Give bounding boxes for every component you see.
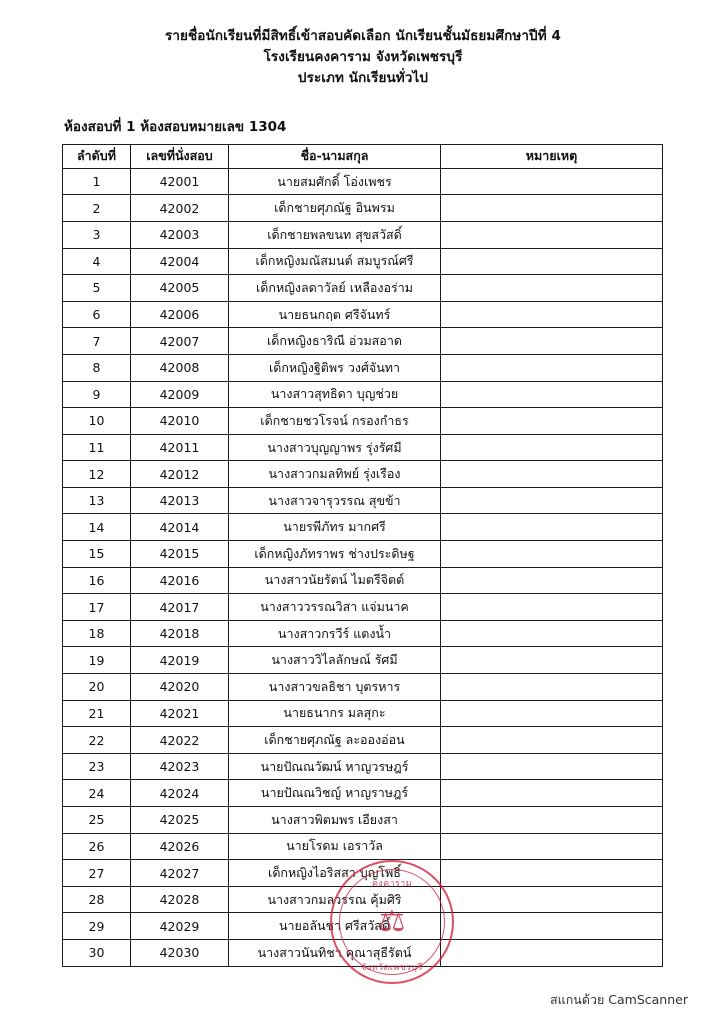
header-line-2: โรงเรียนคงคาราม จังหวัดเพชรบุรี [263,48,463,65]
cell-note [441,780,663,807]
cell-student-name: นางสาวกมลทิพย์ รุ่งเรือง [229,461,441,488]
table-row [63,674,663,701]
cell-no: 3 [63,221,131,248]
cell-no: 10 [63,408,131,435]
cell-no: 21 [63,700,131,727]
cell-student-name: นางสาววรรณวิสา แจ่มนาค [229,594,441,621]
cell-note [441,408,663,435]
cell-seat-number: 42023 [131,753,229,780]
cell-seat-number: 42030 [131,939,229,966]
table-row [63,939,663,966]
cell-student-name: เด็กหญิงธาริณี อ่วมสอาด [229,328,441,355]
table-row [63,833,663,860]
cell-student-name: นางสาวนันทิชา คุณาสุธีรัตน์ [229,939,441,966]
cell-seat-number: 42029 [131,913,229,940]
table-row [63,275,663,302]
cell-note [441,381,663,408]
cell-seat-number: 42005 [131,275,229,302]
cell-seat-number: 42022 [131,727,229,754]
cell-note [441,939,663,966]
cell-seat-number: 42026 [131,833,229,860]
table-row [63,248,663,275]
cell-student-name: นางสาวกรวีร์ แตงน้ำ [229,620,441,647]
cell-note [441,913,663,940]
cell-no: 4 [63,248,131,275]
table-row [63,647,663,674]
cell-seat-number: 42018 [131,620,229,647]
cell-student-name: เด็กหญิงมณัสมนต์ สมบูรณ์ศรี [229,248,441,275]
column-header-seat: เลขที่นั่งสอบ [131,144,229,168]
table-row [63,620,663,647]
cell-student-name: นายธนกฤต ศรีจันทร์ [229,301,441,328]
cell-student-name: นางสาวพิตมพร เอียงสา [229,807,441,834]
cell-seat-number: 42013 [131,487,229,514]
table-row [63,354,663,381]
cell-note [441,620,663,647]
table-row [63,461,663,488]
cell-note [441,301,663,328]
cell-seat-number: 42019 [131,647,229,674]
table-row [63,567,663,594]
table-row [63,807,663,834]
cell-seat-number: 42015 [131,541,229,568]
cell-student-name: นางสาวกมลวรรณ คุ้มศิริ [229,886,441,913]
cell-student-name: เด็กชายชวโรจน์ กรองกำธร [229,408,441,435]
stamp-bottom-text: จังหวัดเพชรบุรี [361,963,423,973]
cell-student-name: นางสาวจารุวรรณ สุขข้า [229,487,441,514]
cell-student-name: เด็กหญิงลดาวัลย์ เหลืองอร่าม [229,275,441,302]
cell-student-name: นายรพีภัทร มากศรี [229,514,441,541]
cell-student-name: เด็กชายศุภณัฐ ละอองอ่อน [229,727,441,754]
cell-note [441,727,663,754]
cell-student-name: นายธนากร มลสุกะ [229,700,441,727]
cell-seat-number: 42002 [131,195,229,222]
cell-seat-number: 42001 [131,168,229,195]
cell-no: 28 [63,886,131,913]
table-row [63,753,663,780]
cell-note [441,248,663,275]
cell-no: 8 [63,354,131,381]
cell-no: 22 [63,727,131,754]
cell-no: 19 [63,647,131,674]
cell-seat-number: 42017 [131,594,229,621]
table-row [63,381,663,408]
scanner-footer: สแกนด้วย CamScanner [550,992,688,1007]
cell-no: 13 [63,487,131,514]
cell-no: 24 [63,780,131,807]
cell-no: 6 [63,301,131,328]
cell-student-name: นางสาวนัยรัตน์ ไมตรีจิตต์ [229,567,441,594]
header-line-3: ประเภท นักเรียนทั่วไป [297,69,429,86]
cell-seat-number: 42028 [131,886,229,913]
table-row [63,195,663,222]
cell-note [441,221,663,248]
cell-note [441,434,663,461]
cell-note [441,168,663,195]
cell-no: 7 [63,328,131,355]
cell-student-name: นายปัณณวัฒน์ หาญวรษฎร์ [229,753,441,780]
cell-note [441,461,663,488]
cell-seat-number: 42016 [131,567,229,594]
column-header-no: ลำดับที่ [63,144,131,168]
table-row [63,408,663,435]
cell-no: 2 [63,195,131,222]
cell-seat-number: 42027 [131,860,229,887]
cell-note [441,487,663,514]
cell-student-name: เด็กหญิงไอริสสา บุญโพธิ์ [229,860,441,887]
cell-student-name: นางสาวบุญญาพร รุ่งรัศมี [229,434,441,461]
cell-seat-number: 42012 [131,461,229,488]
cell-no: 15 [63,541,131,568]
student-roster-table [62,144,663,967]
cell-no: 23 [63,753,131,780]
cell-note [441,195,663,222]
cell-note [441,674,663,701]
cell-student-name: นายโรดม เอราวัล [229,833,441,860]
cell-no: 1 [63,168,131,195]
cell-note [441,886,663,913]
cell-no: 26 [63,833,131,860]
header-line-1: รายชื่อนักเรียนที่มีสิทธิ์เข้าสอบคัดเลือก นักเรียนชั้นมัธยมศึกษาปีที่ 4 [164,28,562,44]
cell-no: 30 [63,939,131,966]
cell-seat-number: 42024 [131,780,229,807]
cell-student-name: นางสาววิไลลักษณ์ รัศมี [229,647,441,674]
cell-student-name: นายปัณณวิชญ์ หาญราษฎร์ [229,780,441,807]
cell-note [441,328,663,355]
cell-no: 14 [63,514,131,541]
cell-no: 25 [63,807,131,834]
cell-seat-number: 42014 [131,514,229,541]
cell-note [441,541,663,568]
cell-note [441,354,663,381]
cell-note [441,514,663,541]
table-row [63,541,663,568]
cell-seat-number: 42008 [131,354,229,381]
cell-student-name: เด็กหญิงฐิติพร วงศ์จันทา [229,354,441,381]
cell-seat-number: 42010 [131,408,229,435]
cell-note [441,275,663,302]
table-row [63,780,663,807]
cell-no: 27 [63,860,131,887]
cell-no: 12 [63,461,131,488]
table-row [63,594,663,621]
cell-note [441,753,663,780]
table-row [63,860,663,887]
exam-room-line: ห้องสอบที่ 1 ห้องสอบหมายเลข 1304 [64,118,287,135]
column-header-name: ชื่อ-นามสกุล [229,144,441,168]
cell-student-name: เด็กชายศุภณัฐ อินพรม [229,195,441,222]
table-row [63,301,663,328]
table-row [63,514,663,541]
cell-student-name: นายสมศักดิ์ โอ่งเพชร [229,168,441,195]
cell-seat-number: 42009 [131,381,229,408]
cell-seat-number: 42025 [131,807,229,834]
table-header-row [63,144,663,168]
cell-note [441,700,663,727]
cell-no: 18 [63,620,131,647]
cell-seat-number: 42021 [131,700,229,727]
cell-note [441,860,663,887]
table-row [63,434,663,461]
cell-seat-number: 42011 [131,434,229,461]
cell-note [441,833,663,860]
cell-note [441,647,663,674]
table-row [63,913,663,940]
table-row [63,727,663,754]
stamp-top-text: คงคาราม [371,879,413,889]
column-header-note: หมายเหตุ [441,144,663,168]
cell-no: 20 [63,674,131,701]
cell-seat-number: 42020 [131,674,229,701]
cell-student-name: นางสาวสุทธิดา บุญช่วย [229,381,441,408]
cell-no: 16 [63,567,131,594]
cell-seat-number: 42003 [131,221,229,248]
cell-seat-number: 42004 [131,248,229,275]
table-row [63,221,663,248]
cell-note [441,594,663,621]
cell-no: 17 [63,594,131,621]
table-row [63,700,663,727]
garuda-icon: ⚖ [378,904,406,939]
cell-student-name: เด็กหญิงภัทราพร ช่างประดิษฐ [229,541,441,568]
cell-seat-number: 42007 [131,328,229,355]
cell-seat-number: 42006 [131,301,229,328]
cell-note [441,567,663,594]
cell-no: 9 [63,381,131,408]
document-header [62,26,664,89]
table-row [63,487,663,514]
cell-no: 29 [63,913,131,940]
cell-student-name: นางสาวขลธิชา บุตรหาร [229,674,441,701]
cell-student-name: เด็กชายพลขนท สุขสวัสดิ์ [229,221,441,248]
cell-note [441,807,663,834]
table-row [63,886,663,913]
table-row [63,168,663,195]
cell-student-name: นายอลันชา ศรีสวัสดิ์ [229,913,441,940]
table-row [63,328,663,355]
cell-no: 5 [63,275,131,302]
cell-no: 11 [63,434,131,461]
